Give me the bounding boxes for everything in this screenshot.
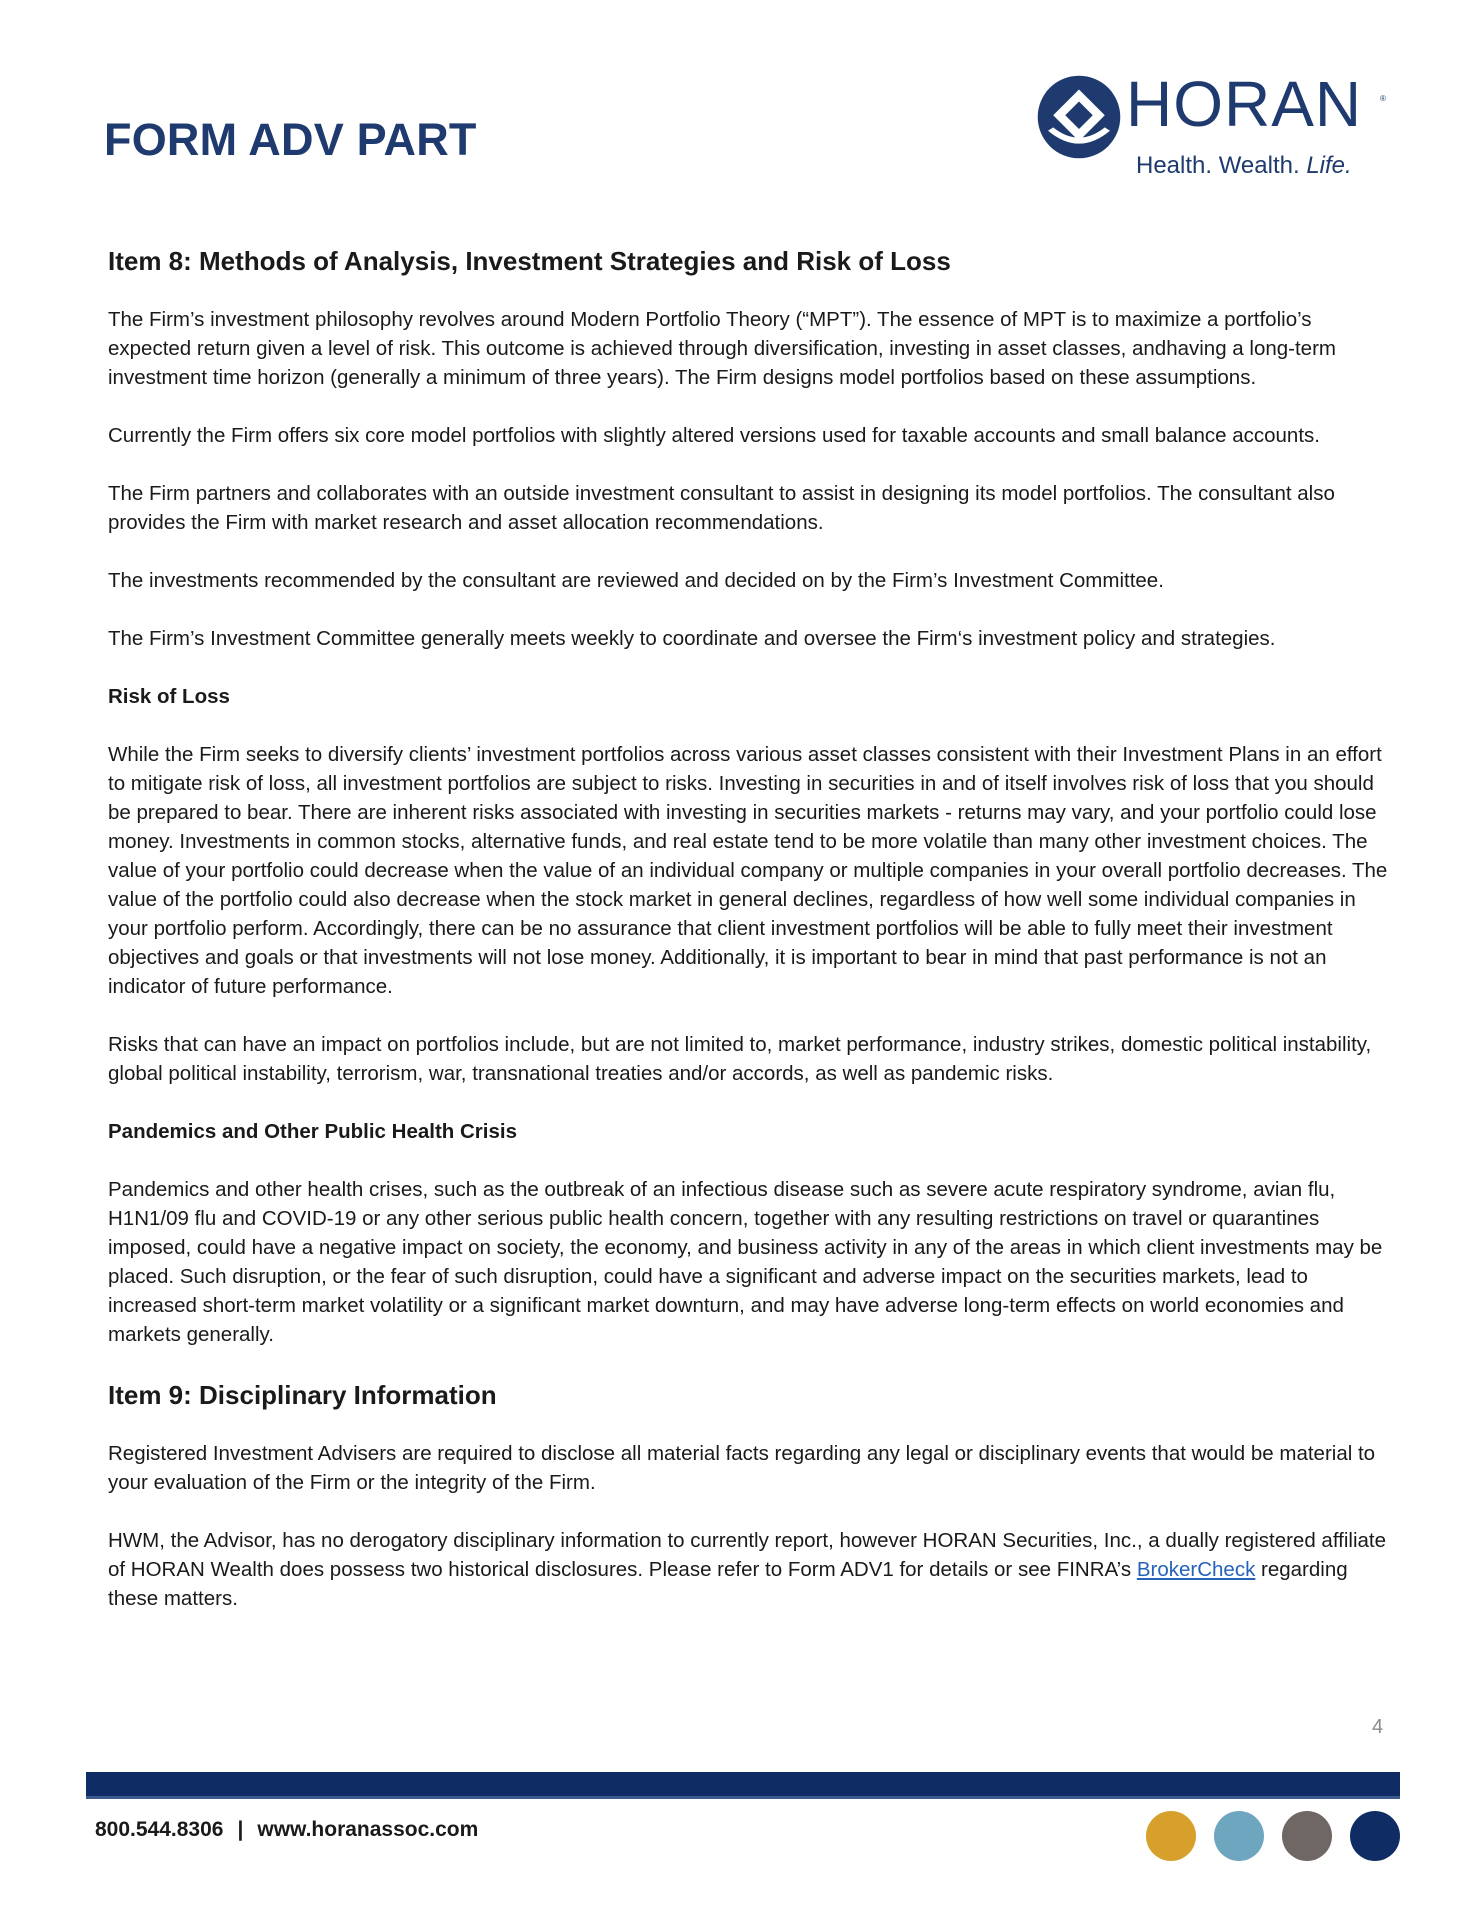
risk-paragraph: While the Firm seeks to diversify clients’ investment portfolios across various asset classes consistent with their Investment Plans in an effort to mitigate risk of loss, all investment portfolios are subject to risks. Investing in securities in and of itself involves risk of loss that you should be prepared to bear. There are inherent risks associated with investing in securities markets - returns may vary, and your portfolio could lose money. Investments in common stocks, alternative funds, and real estate tend to be more volatile than many other investment choices. The value of your portfolio could decrease when the value of an individual company or multiple companies in your overall portfolio decreases. The value of the portfolio could also decrease when the stock market in general declines, regardless of how well some individual companies in your portfolio perform. Accordingly, there can be no assurance that client investment portfolios will be able to fully meet their investment objectives and goals or that investments will not lose money. Additionally, it is important to bear in mind that past performance is not an indicator of future performance. bbox=[108, 743, 1388, 998]
item9-paragraph-text: HWM, the Advisor, has no derogatory disciplinary information to currently report, however HORAN Securities, Inc., a dually registered affiliate of HORAN Wealth does possess two historical disclosures. Please refer to Form ADV1 for details or see FINRA’s bbox=[108, 1529, 1387, 1581]
page-title: FORM ADV PART bbox=[104, 114, 477, 165]
logo-wordmark: HORAN bbox=[1126, 68, 1363, 140]
pandemics-paragraph: Pandemics and other health crises, such as the outbreak of an infectious disease such as severe acute respiratory syndrome, avian flu, H1N1/09 flu and COVID-19 or any other serious public health concern, together with any resulting restrictions on travel or quarantines imposed, could have a negative impact on society, the economy, and business activity in any of the areas in which client investments may be placed. Such disruption, or the fear of such disruption, could have a significant and adverse impact on the securities markets, lead to increased short-term market volatility or a significant market downturn, and may have adverse long-term effects on world economies and markets generally. bbox=[108, 1178, 1383, 1346]
item9-paragraph: Registered Investment Advisers are required to disclose all material facts regarding any legal or disciplinary events that would be material to your evaluation of the Firm or the integrity of the Firm. bbox=[108, 1442, 1376, 1494]
item8-paragraph: The Firm’s investment philosophy revolves around Modern Portfolio Theory (“MPT”). The essence of MPT is to maximize a portfolio’s expected return given a level of risk. This outcome is achieved through diversification, investing in asset classes, andhaving a long-term investment time horizon (generally a minimum of three years). The Firm designs model portfolios based on these assumptions. bbox=[108, 308, 1336, 389]
footer-bar bbox=[86, 1772, 1400, 1799]
footer-dot-gray bbox=[1282, 1811, 1332, 1861]
logo-registered-mark: ® bbox=[1380, 94, 1386, 103]
logo-tagline-italic: Life. bbox=[1306, 152, 1352, 179]
footer-dot-gold bbox=[1146, 1811, 1196, 1861]
risk-paragraph: Risks that can have an impact on portfolios include, but are not limited to, market performance, industry strikes, domestic political instability, global political instability, terrorism, war, transnational treaties and/or accords, as well as pandemic risks. bbox=[108, 1033, 1372, 1085]
footer-website: www.horanassoc.com bbox=[257, 1818, 479, 1841]
item9-paragraph-brokercheck bbox=[108, 1526, 1388, 1613]
item8-heading: Item 8: Methods of Analysis, Investment Strategies and Risk of Loss bbox=[108, 246, 951, 276]
logo-tagline bbox=[1136, 152, 1352, 180]
footer-separator: | bbox=[237, 1818, 244, 1841]
item8-paragraph: The investments recommended by the consultant are reviewed and decided on by the Firm’s Investment Committee. bbox=[108, 569, 1164, 592]
horan-logo bbox=[1036, 68, 1386, 184]
pandemics-heading: Pandemics and Other Public Health Crisis bbox=[108, 1120, 517, 1143]
footer-dot-navy bbox=[1350, 1811, 1400, 1861]
item8-paragraph: Currently the Firm offers six core model portfolios with slightly altered versions used for taxable accounts and small balance accounts. bbox=[108, 424, 1320, 447]
page-number: 4 bbox=[1372, 1716, 1384, 1738]
risk-of-loss-heading: Risk of Loss bbox=[108, 685, 230, 708]
logo-tagline-plain: Health. Wealth. bbox=[1136, 152, 1307, 179]
item8-paragraph: The Firm’s Investment Committee generally meets weekly to coordinate and oversee the Firm‘s investment policy and strategies. bbox=[108, 627, 1276, 650]
footer-dot-teal bbox=[1214, 1811, 1264, 1861]
item9-heading: Item 9: Disciplinary Information bbox=[108, 1380, 497, 1410]
brokercheck-link[interactable]: BrokerCheck bbox=[1136, 1558, 1256, 1581]
item9-paragraph-tail: regarding these matters. bbox=[108, 1558, 1348, 1610]
footer-contact bbox=[95, 1818, 478, 1842]
horan-logo-mark-icon bbox=[1036, 74, 1122, 160]
item8-paragraph: The Firm partners and collaborates with an outside investment consultant to assist in designing its model portfolios. The consultant also provides the Firm with market research and asset allocation recommendations. bbox=[108, 482, 1335, 534]
document-body bbox=[108, 244, 1388, 1642]
footer-phone: 800.544.8306 bbox=[95, 1818, 224, 1841]
